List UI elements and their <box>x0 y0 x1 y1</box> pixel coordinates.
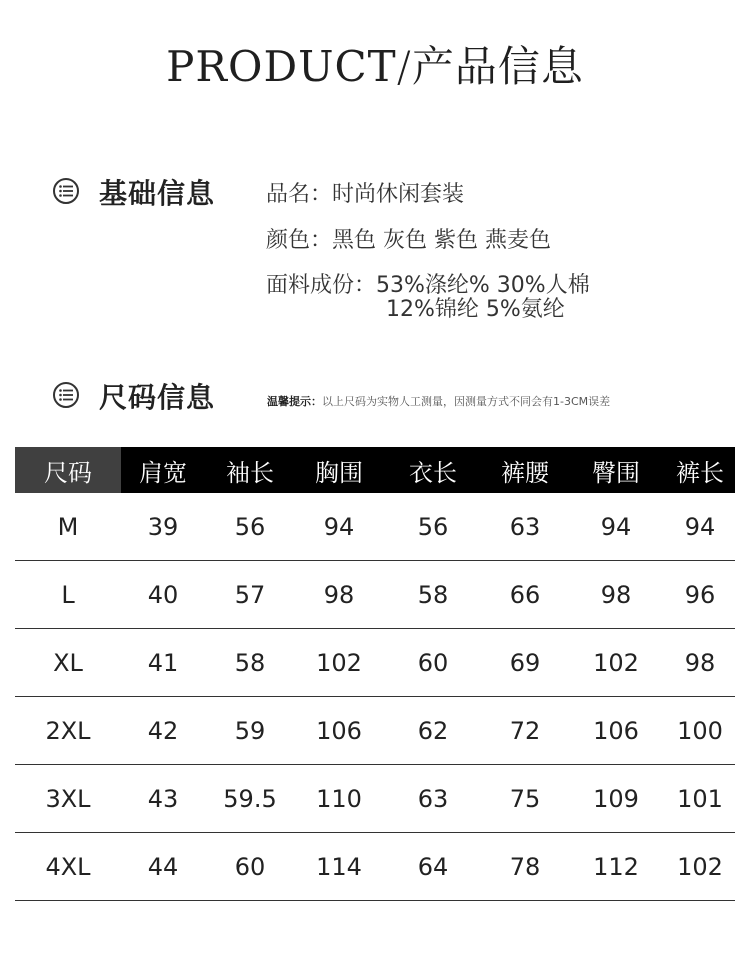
table-cell: 2XL <box>15 697 121 765</box>
page-title-cn: /产品信息 <box>396 42 584 91</box>
size-table <box>15 447 735 901</box>
header-cell: 裤长 <box>665 447 735 493</box>
table-cell: 72 <box>483 697 567 765</box>
table-cell: 60 <box>205 833 295 901</box>
table-cell: 94 <box>295 493 383 561</box>
header-cell: 胸围 <box>295 447 383 493</box>
table-cell: 44 <box>121 833 205 901</box>
table-header-row <box>15 447 735 493</box>
size-tip-label: 温馨提示： <box>267 395 322 408</box>
table-row <box>15 561 735 629</box>
table-cell: 98 <box>665 629 735 697</box>
basic-info-heading: 基础信息 <box>99 177 216 210</box>
table-cell: 98 <box>567 561 665 629</box>
table-cell: M <box>15 493 121 561</box>
header-cell: 肩宽 <box>121 447 205 493</box>
table-cell: 102 <box>295 629 383 697</box>
table-cell: 112 <box>567 833 665 901</box>
size-info-heading: 尺码信息 <box>99 381 216 414</box>
table-cell: 102 <box>567 629 665 697</box>
table-cell: XL <box>15 629 121 697</box>
header-cell: 尺码 <box>15 447 121 493</box>
table-row <box>15 697 735 765</box>
table-cell: 57 <box>205 561 295 629</box>
size-tip <box>267 393 610 409</box>
table-cell: 102 <box>665 833 735 901</box>
header-cell: 衣长 <box>383 447 483 493</box>
table-cell: 43 <box>121 765 205 833</box>
table-cell: 78 <box>483 833 567 901</box>
table-cell: 60 <box>383 629 483 697</box>
table-cell: 114 <box>295 833 383 901</box>
table-cell: 56 <box>383 493 483 561</box>
table-cell: 96 <box>665 561 735 629</box>
product-colors: 颜色：黑色 灰色 紫色 燕麦色 <box>266 228 551 253</box>
table-cell: 94 <box>665 493 735 561</box>
table-cell: 58 <box>383 561 483 629</box>
table-cell: 56 <box>205 493 295 561</box>
list-icon <box>53 382 79 408</box>
table-cell: 64 <box>383 833 483 901</box>
table-cell: 40 <box>121 561 205 629</box>
table-cell: 75 <box>483 765 567 833</box>
page-title <box>0 34 750 94</box>
table-cell: 59 <box>205 697 295 765</box>
product-fabric-line2: 12%锦纶 5%氨纶 <box>386 297 565 322</box>
table-cell: 63 <box>383 765 483 833</box>
header-cell: 袖长 <box>205 447 295 493</box>
table-cell: 94 <box>567 493 665 561</box>
table-cell: 4XL <box>15 833 121 901</box>
table-cell: 59.5 <box>205 765 295 833</box>
table-row <box>15 765 735 833</box>
table-cell: 101 <box>665 765 735 833</box>
table-cell: 42 <box>121 697 205 765</box>
product-name: 品名：时尚休闲套装 <box>266 182 465 207</box>
table-cell: 110 <box>295 765 383 833</box>
table-cell: L <box>15 561 121 629</box>
table-cell: 109 <box>567 765 665 833</box>
table-cell: 106 <box>295 697 383 765</box>
header-cell: 臀围 <box>567 447 665 493</box>
table-cell: 98 <box>295 561 383 629</box>
table-cell: 58 <box>205 629 295 697</box>
table-row <box>15 629 735 697</box>
table-row <box>15 493 735 561</box>
table-cell: 106 <box>567 697 665 765</box>
table-cell: 100 <box>665 697 735 765</box>
table-cell: 63 <box>483 493 567 561</box>
page-title-en: PRODUCT <box>166 42 397 91</box>
table-cell: 39 <box>121 493 205 561</box>
size-tip-text: 以上尺码为实物人工测量，因测量方式不同会有1-3CM误差 <box>322 395 611 408</box>
table-cell: 69 <box>483 629 567 697</box>
list-icon <box>53 178 79 204</box>
table-row <box>15 833 735 901</box>
header-cell: 裤腰 <box>483 447 567 493</box>
table-cell: 62 <box>383 697 483 765</box>
table-cell: 41 <box>121 629 205 697</box>
product-fabric-line1: 面料成份：53%涤纶% 30%人棉 <box>266 273 590 298</box>
table-cell: 66 <box>483 561 567 629</box>
table-cell: 3XL <box>15 765 121 833</box>
